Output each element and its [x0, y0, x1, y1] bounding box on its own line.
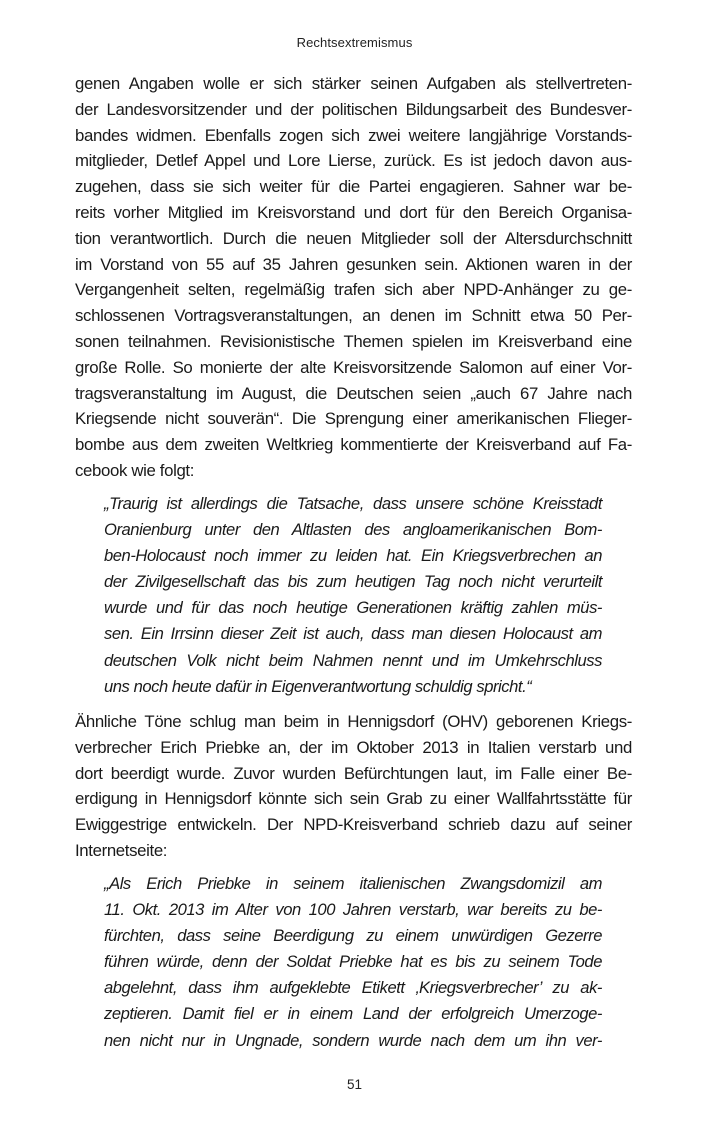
- text-line: der Landesvorsitzender und der politischen Bildungsarbeit des Bundesver-: [75, 99, 632, 119]
- text-line: zugehen, dass sie sich weiter für die Partei engagieren. Sahner war be-: [75, 177, 632, 197]
- quote-line: der Zivilgesellschaft das bis zum heutigen Tag noch nicht verurteilt: [104, 572, 602, 592]
- quote-line: abgelehnt, dass ihm aufgeklebte Etikett ‚Kriegsverbrecher’ zu ak-: [104, 978, 602, 998]
- text-line: Internetseite:: [75, 840, 168, 860]
- quote-line: 11. Okt. 2013 im Alter von 100 Jahren verstarb, war bereits zu be-: [104, 900, 602, 920]
- text-line: erdigung in Hennigsdorf könnte sich sein Grab zu einer Wallfahrtsstätte für: [75, 789, 632, 809]
- paragraph-priebke: [75, 709, 632, 864]
- text-line: dort beerdigt wurde. Zuvor wurden Befürchtungen laut, im Falle einer Be-: [75, 763, 632, 783]
- text-line: cebook wie folgt:: [75, 460, 195, 480]
- text-line: Ewiggestrige entwickeln. Der NPD-Kreisverband schrieb dazu auf seiner: [75, 815, 632, 835]
- text-line: bombe aus dem zweiten Weltkrieg kommentierte der Kreisverband auf Fa-: [75, 435, 632, 455]
- text-line: mitglieder, Detlef Appel und Lore Lierse, zurück. Es ist jedoch davon aus-: [75, 151, 632, 171]
- text-line: reits vorher Mitglied im Kreisvorstand und dort für den Bereich Organisa-: [75, 202, 632, 222]
- block-quote-oranienburg: [104, 491, 602, 700]
- quote-line: deutschen Volk nicht beim Nahmen nennt und im Umkehrschluss: [104, 650, 602, 670]
- quote-line: wurde und für das noch heutige Generationen kräftig zahlen müs-: [104, 598, 602, 618]
- quote-line: Oranienburg unter den Altlasten des angloamerikanischen Bom-: [104, 520, 602, 540]
- quote-line: ben-Holocaust noch immer zu leiden hat. Ein Kriegsverbrechen an: [104, 546, 602, 566]
- text-line: im Vorstand von 55 auf 35 Jahren gesunken sein. Aktionen waren in der: [75, 254, 632, 274]
- quote-line: fürchten, dass seine Beerdigung zu einem unwürdigen Gezerre: [104, 926, 602, 946]
- quote-line: zeptieren. Damit fiel er in einem Land der erfolgreich Umerzoge-: [104, 1004, 602, 1024]
- block-quote-priebke: [104, 871, 602, 1054]
- quote-line: nen nicht nur in Ungnade, sondern wurde nach dem um ihn ver-: [104, 1030, 602, 1050]
- quote-line: sen. Ein Irrsinn dieser Zeit ist auch, dass man diesen Holocaust am: [104, 624, 602, 644]
- quote-line: führen würde, denn der Soldat Priebke hat es bis zu seinem Tode: [104, 952, 602, 972]
- quote-line: „Als Erich Priebke in seinem italienischen Zwangsdomizil am: [104, 874, 602, 893]
- text-line: schlossenen Vortragsveranstaltungen, an denen im Schnitt etwa 50 Per-: [75, 306, 632, 326]
- running-header: Rechtsextremismus: [296, 35, 413, 50]
- text-line: Vergangenheit selten, regelmäßig trafen sich aber NPD-Anhänger zu ge-: [75, 280, 632, 300]
- text-line: bandes widmen. Ebenfalls zogen sich zwei weitere langjährige Vorstands-: [75, 125, 632, 145]
- text-line: Kriegsende nicht souverän“. Die Sprengung einer amerikanischen Flieger-: [75, 409, 632, 429]
- paragraph-npd-board: [75, 71, 632, 484]
- text-line: verbrecher Erich Priebke an, der im Oktober 2013 in Italien verstarb und: [75, 737, 632, 757]
- quote-line: uns noch heute dafür in Eigenverantwortung schuldig spricht.“: [104, 676, 532, 696]
- text-line: Ähnliche Töne schlug man beim in Hennigsdorf (OHV) geborenen Kriegs-: [75, 712, 632, 731]
- text-line: tion verantwortlich. Durch die neuen Mitglieder soll der Altersdurchschnitt: [75, 228, 632, 248]
- quote-line: „Traurig ist allerdings die Tatsache, dass unsere schöne Kreisstadt: [104, 494, 602, 513]
- text-line: genen Angaben wolle er sich stärker seinen Aufgaben als stellvertreten-: [75, 74, 632, 93]
- page-number: 51: [346, 1077, 363, 1092]
- text-line: sonen teilnahmen. Revisionistische Themen spielen im Kreisverband eine: [75, 331, 632, 351]
- text-line: tragsveranstaltung im August, die Deutschen seien „auch 67 Jahre nach: [75, 383, 632, 403]
- text-line: große Rolle. So monierte der alte Kreisvorsitzende Salomon auf einer Vor-: [75, 357, 632, 377]
